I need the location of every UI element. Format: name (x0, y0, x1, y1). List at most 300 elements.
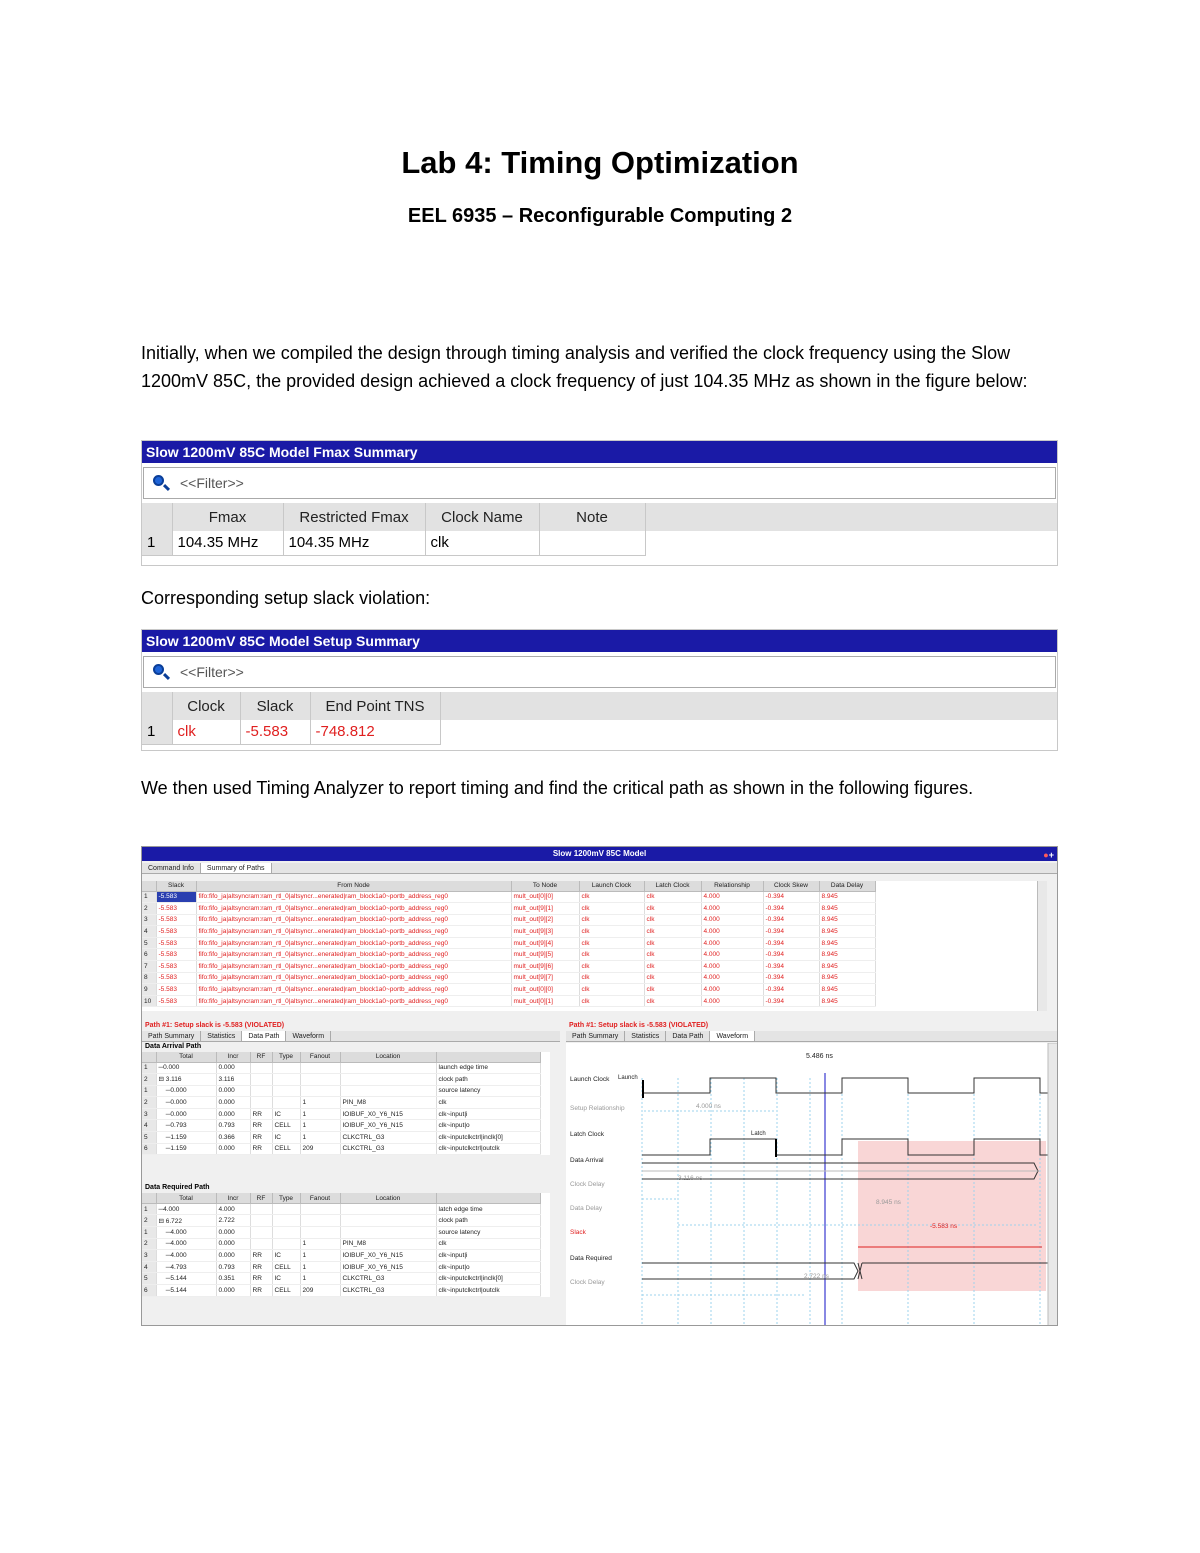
element-cell: clk~input|i (436, 1108, 540, 1120)
data-path-row[interactable] (142, 1215, 540, 1227)
type-cell (272, 1215, 300, 1227)
incr-cell: 0.000 (216, 1226, 250, 1238)
latch-clock-cell: clk (644, 995, 701, 1007)
fanout-cell (300, 1226, 340, 1238)
row-number: 6 (142, 1143, 156, 1155)
table-corner (142, 503, 172, 531)
data-path-row[interactable] (142, 1273, 540, 1285)
to-node-cell: mult_out[0][1] (511, 995, 579, 1007)
setup-caption: Corresponding setup slack violation: (141, 588, 431, 608)
relationship-cell: 4.000 (701, 903, 763, 915)
total-cell: ─0.000 (156, 1085, 216, 1097)
col-header[interactable]: Fmax (172, 503, 283, 531)
relationship-cell: 4.000 (701, 937, 763, 949)
row-number: 7 (142, 961, 156, 973)
clock-skew-cell: -0.394 (763, 961, 819, 973)
slack-cell: -5.583 (156, 995, 196, 1007)
restricted-fmax-cell: 104.35 MHz (283, 531, 425, 555)
table-row[interactable] (142, 531, 1057, 555)
document-subtitle: EEL 6935 – Reconfigurable Computing 2 (407, 205, 793, 227)
incr-cell: 0.793 (216, 1120, 250, 1132)
from-node-cell: fifo:fifo_ja|altsyncram:ram_rtl_0|altsyncr...enerated|ram_block1a0~portb_address_reg0 (196, 914, 511, 926)
fanout-cell: 1 (300, 1132, 340, 1144)
element-cell: clk~input|i (436, 1250, 540, 1262)
col-header[interactable]: Clock Name (425, 503, 539, 531)
launch-clock-cell: clk (579, 984, 644, 996)
incr-cell: 2.722 (216, 1215, 250, 1227)
latch-tag: Latch (751, 1131, 766, 1137)
path-row[interactable] (142, 891, 875, 903)
clock-skew-cell: -0.394 (763, 903, 819, 915)
total-cell: ─4.000 (156, 1203, 216, 1215)
data-path-row[interactable] (142, 1226, 540, 1238)
element-cell: source latency (436, 1085, 540, 1097)
rf-cell: RR (250, 1284, 272, 1296)
tab-data-path[interactable]: Data Path (242, 1031, 286, 1041)
analyzer-title: Slow 1200mV 85C Model (552, 849, 647, 858)
type-cell (272, 1074, 300, 1086)
search-icon (152, 474, 170, 492)
col-header[interactable]: Incr (216, 1052, 250, 1062)
to-node-cell: mult_out[9][6] (511, 961, 579, 973)
launch-tag: Launch (618, 1075, 638, 1081)
row-number: 4 (142, 1261, 156, 1273)
data-path-row[interactable] (142, 1203, 540, 1215)
row-number: 6 (142, 1284, 156, 1296)
clock-delay-label-2: Clock Delay (570, 1279, 605, 1286)
data-path-row[interactable] (142, 1132, 540, 1144)
slack-cell: -5.583 (156, 984, 196, 996)
incr-cell: 0.366 (216, 1132, 250, 1144)
col-header[interactable]: Note (539, 503, 645, 531)
latch-clock-cell: clk (644, 914, 701, 926)
col-header[interactable]: Launch Clock (579, 881, 644, 891)
rf-cell (250, 1215, 272, 1227)
col-header[interactable]: RF (250, 1193, 272, 1203)
tab-statistics[interactable]: Statistics (625, 1031, 666, 1041)
col-header[interactable]: Data Delay (819, 881, 875, 891)
rf-cell (250, 1074, 272, 1086)
type-cell: IC (272, 1273, 300, 1285)
setup-filter-input[interactable] (143, 656, 1056, 688)
col-header[interactable]: Type (272, 1052, 300, 1062)
location-cell: CLKCTRL_G3 (340, 1143, 436, 1155)
clock-delay2-value: 2.722 ns (804, 1273, 829, 1280)
col-header[interactable]: Slack (240, 692, 310, 720)
col-header[interactable]: Type (272, 1193, 300, 1203)
data-delay-cell: 8.945 (819, 891, 875, 903)
incr-cell: 0.000 (216, 1143, 250, 1155)
data-arrival-label: Data Arrival (570, 1157, 604, 1164)
launch-clock-cell: clk (579, 926, 644, 938)
col-header[interactable]: Total (156, 1193, 216, 1203)
path-row[interactable] (142, 995, 875, 1007)
total-cell: ─4.793 (156, 1261, 216, 1273)
total-cell: ─1.159 (156, 1143, 216, 1155)
latch-clock-cell: clk (644, 961, 701, 973)
rf-cell: RR (250, 1143, 272, 1155)
data-path-row[interactable] (142, 1250, 540, 1262)
setup-panel-title: Slow 1200mV 85C Model Setup Summary (142, 630, 1057, 652)
element-cell: clk (436, 1238, 540, 1250)
data-path-row[interactable] (142, 1143, 540, 1155)
clock-delay1-value: 3.116 ns (678, 1175, 703, 1182)
incr-cell: 0.000 (216, 1108, 250, 1120)
tns-cell: -748.812 (310, 720, 440, 744)
type-cell: CELL (272, 1261, 300, 1273)
location-cell: IOIBUF_X0_Y6_N15 (340, 1250, 436, 1262)
table-corner (142, 1193, 156, 1203)
cursor-time: 5.486 ns (806, 1053, 833, 1060)
row-filler (440, 720, 1057, 744)
search-icon (152, 663, 170, 681)
rf-cell (250, 1085, 272, 1097)
required-grid (142, 1193, 541, 1296)
table-row[interactable] (142, 720, 1057, 744)
element-cell: clk~input|o (436, 1261, 540, 1273)
intro-paragraph: Initially, when we compiled the design through timing analysis and verified the clock frequency using the Slow 1200mV 85C, the provided design achieved a clock frequency of just 104.35 MHz as shown in the figure below: (141, 343, 1028, 391)
rf-cell: RR (250, 1273, 272, 1285)
incr-cell: 0.000 (216, 1238, 250, 1250)
element-cell: clk~input|o (436, 1120, 540, 1132)
element-cell: clk (436, 1097, 540, 1109)
col-header[interactable]: Restricted Fmax (283, 503, 425, 531)
to-node-cell: mult_out[9][2] (511, 914, 579, 926)
total-cell: ⊟ 6.722 (156, 1215, 216, 1227)
path-row[interactable] (142, 961, 875, 973)
rf-cell (250, 1226, 272, 1238)
data-delay-cell: 8.945 (819, 903, 875, 915)
table-corner (142, 1052, 156, 1062)
total-cell: ─0.000 (156, 1097, 216, 1109)
waveform-view[interactable] (566, 1043, 1058, 1326)
path-row[interactable] (142, 926, 875, 938)
row-number: 2 (142, 1215, 156, 1227)
paths-scrollbar[interactable] (1037, 881, 1047, 1011)
path-row[interactable] (142, 903, 875, 915)
incr-cell: 4.000 (216, 1203, 250, 1215)
row-number: 1 (142, 720, 172, 744)
setup-relationship-label: Setup Relationship (570, 1105, 625, 1112)
path-row[interactable] (142, 914, 875, 926)
analyzer-title-bar (142, 847, 1057, 861)
data-path-row[interactable] (142, 1074, 540, 1086)
path-row[interactable] (142, 937, 875, 949)
col-header[interactable]: Relationship (701, 881, 763, 891)
required-path-table (142, 1193, 550, 1296)
row-number: 1 (142, 1085, 156, 1097)
col-header[interactable]: Fanout (300, 1193, 340, 1203)
relationship-cell: 4.000 (701, 926, 763, 938)
incr-cell: 0.793 (216, 1261, 250, 1273)
from-node-cell: fifo:fifo_ja|altsyncram:ram_rtl_0|altsyncr...enerated|ram_block1a0~portb_address_reg0 (196, 949, 511, 961)
latch-clock-cell: clk (644, 949, 701, 961)
tab-waveform[interactable]: Waveform (286, 1031, 331, 1041)
latch-clock-cell: clk (644, 937, 701, 949)
type-cell (272, 1062, 300, 1074)
setup-rel-value: 4.000 ns (696, 1103, 721, 1110)
from-node-cell: fifo:fifo_ja|altsyncram:ram_rtl_0|altsyncr...enerated|ram_block1a0~portb_address_reg0 (196, 961, 511, 973)
location-cell (340, 1074, 436, 1086)
tab-path-summary[interactable]: Path Summary (566, 1031, 625, 1041)
type-cell (272, 1203, 300, 1215)
data-path-row[interactable] (142, 1120, 540, 1132)
to-node-cell: mult_out[9][5] (511, 949, 579, 961)
fanout-cell (300, 1074, 340, 1086)
slack-cell: -5.583 (240, 720, 310, 744)
row-number: 1 (142, 891, 156, 903)
to-node-cell: mult_out[0][0] (511, 891, 579, 903)
data-path-row[interactable] (142, 1284, 540, 1296)
data-path-row[interactable] (142, 1261, 540, 1273)
fanout-cell: 1 (300, 1250, 340, 1262)
fmax-filter-placeholder: <<Filter>> (180, 475, 244, 491)
data-path-row[interactable] (142, 1097, 540, 1109)
fmax-summary-panel (141, 440, 1058, 566)
data-delay-cell: 8.945 (819, 972, 875, 984)
data-delay-cell: 8.945 (819, 937, 875, 949)
row-number: 5 (142, 1132, 156, 1144)
to-node-cell: mult_out[9][3] (511, 926, 579, 938)
location-cell: CLKCTRL_G3 (340, 1132, 436, 1144)
element-cell: launch edge time (436, 1062, 540, 1074)
data-delay-cell: 8.945 (819, 995, 875, 1007)
col-header[interactable] (436, 1193, 540, 1203)
element-cell: clk~inputclkctrl|inclk[0] (436, 1273, 540, 1285)
location-cell: IOIBUF_X0_Y6_N15 (340, 1261, 436, 1273)
launch-clock-cell: clk (579, 937, 644, 949)
clock-skew-cell: -0.394 (763, 949, 819, 961)
location-cell (340, 1215, 436, 1227)
waveform-scrollbar[interactable] (1048, 1043, 1058, 1326)
relationship-cell: 4.000 (701, 891, 763, 903)
table-corner (142, 881, 156, 891)
col-header[interactable]: Clock (172, 692, 240, 720)
relationship-cell: 4.000 (701, 914, 763, 926)
rf-cell (250, 1097, 272, 1109)
tab-path-summary[interactable]: Path Summary (142, 1031, 201, 1041)
tab-summary-of-paths[interactable]: Summary of Paths (201, 863, 272, 873)
type-cell: IC (272, 1250, 300, 1262)
fanout-cell: 1 (300, 1238, 340, 1250)
col-header[interactable]: Incr (216, 1193, 250, 1203)
path-row[interactable] (142, 972, 875, 984)
from-node-cell: fifo:fifo_ja|altsyncram:ram_rtl_0|altsyncr...enerated|ram_block1a0~portb_address_reg0 (196, 891, 511, 903)
row-number: 4 (142, 926, 156, 938)
total-cell: ⊟ 3.116 (156, 1074, 216, 1086)
type-cell (272, 1238, 300, 1250)
row-number: 6 (142, 949, 156, 961)
rf-cell (250, 1238, 272, 1250)
row-number: 2 (142, 903, 156, 915)
slack-label: Slack (570, 1229, 586, 1236)
row-number: 2 (142, 1097, 156, 1109)
data-path-row[interactable] (142, 1062, 540, 1074)
clock-skew-cell: -0.394 (763, 937, 819, 949)
rf-cell: RR (250, 1250, 272, 1262)
total-cell: ─1.159 (156, 1132, 216, 1144)
location-cell: CLKCTRL_G3 (340, 1284, 436, 1296)
rf-cell: RR (250, 1261, 272, 1273)
data-delay-cell: 8.945 (819, 914, 875, 926)
location-cell (340, 1203, 436, 1215)
type-cell (272, 1085, 300, 1097)
data-path-row[interactable] (142, 1238, 540, 1250)
col-header[interactable]: From Node (196, 881, 511, 891)
data-delay-cell: 8.945 (819, 984, 875, 996)
total-cell: ─0.793 (156, 1120, 216, 1132)
document-title: Lab 4: Timing Optimization (401, 145, 799, 180)
header-filler (440, 692, 1057, 720)
rf-cell (250, 1062, 272, 1074)
row-number: 3 (142, 1108, 156, 1120)
incr-cell: 0.000 (216, 1250, 250, 1262)
row-filler (645, 531, 1057, 555)
row-number: 1 (142, 1062, 156, 1074)
location-cell: IOIBUF_X0_Y6_N15 (340, 1120, 436, 1132)
location-cell: PIN_M8 (340, 1238, 436, 1250)
from-node-cell: fifo:fifo_ja|altsyncram:ram_rtl_0|altsyncr...enerated|ram_block1a0~portb_address_reg0 (196, 926, 511, 938)
location-cell: IOIBUF_X0_Y6_N15 (340, 1108, 436, 1120)
incr-cell: 0.000 (216, 1062, 250, 1074)
slack-cell: -5.583 (156, 926, 196, 938)
element-cell: clock path (436, 1074, 540, 1086)
col-header[interactable]: To Node (511, 881, 579, 891)
total-cell: ─5.144 (156, 1284, 216, 1296)
element-cell: clk~inputclkctrl|outclk (436, 1143, 540, 1155)
clock-skew-cell: -0.394 (763, 891, 819, 903)
col-header[interactable]: Fanout (300, 1052, 340, 1062)
clock-skew-cell: -0.394 (763, 995, 819, 1007)
relationship-cell: 4.000 (701, 984, 763, 996)
setup-summary-panel (141, 629, 1058, 751)
header-filler (645, 503, 1057, 531)
slack-cell: -5.583 (156, 972, 196, 984)
data-delay-label: Data Delay (570, 1205, 603, 1212)
launch-clock-cell: clk (579, 914, 644, 926)
total-cell: ─0.000 (156, 1108, 216, 1120)
summary-of-paths-table (142, 881, 1047, 1011)
col-header[interactable]: RF (250, 1052, 272, 1062)
latch-clock-cell: clk (644, 984, 701, 996)
path-row[interactable] (142, 984, 875, 996)
tab-waveform[interactable]: Waveform (710, 1031, 755, 1041)
rf-cell: RR (250, 1132, 272, 1144)
path-row[interactable] (142, 949, 875, 961)
window-buttons[interactable] (1043, 848, 1054, 862)
clock-skew-cell: -0.394 (763, 926, 819, 938)
arrival-path-table (142, 1052, 550, 1155)
to-node-cell: mult_out[0][0] (511, 984, 579, 996)
type-cell (272, 1226, 300, 1238)
launch-clock-wave (642, 1078, 1050, 1093)
type-cell: CELL (272, 1143, 300, 1155)
analyzer-paragraph: We then used Timing Analyzer to report timing and find the critical path as shown in the following figures. (141, 778, 974, 798)
incr-cell: 3.116 (216, 1074, 250, 1086)
col-header[interactable] (436, 1052, 540, 1062)
incr-cell: 0.000 (216, 1284, 250, 1296)
from-node-cell: fifo:fifo_ja|altsyncram:ram_rtl_0|altsyncr...enerated|ram_block1a0~portb_address_reg0 (196, 903, 511, 915)
right-sub-tabs (566, 1031, 1058, 1042)
col-header[interactable]: End Point TNS (310, 692, 440, 720)
row-number: 3 (142, 1250, 156, 1262)
from-node-cell: fifo:fifo_ja|altsyncram:ram_rtl_0|altsyncr...enerated|ram_block1a0~portb_address_reg0 (196, 972, 511, 984)
latch-clock-cell: clk (644, 903, 701, 915)
row-number: 1 (142, 1226, 156, 1238)
launch-clock-cell: clk (579, 949, 644, 961)
type-cell: CELL (272, 1120, 300, 1132)
slack-cell: -5.583 (156, 903, 196, 915)
location-cell (340, 1226, 436, 1238)
launch-clock-cell: clk (579, 995, 644, 1007)
to-node-cell: mult_out[9][1] (511, 903, 579, 915)
clock-name-cell: clk (425, 531, 539, 555)
slack-cell: -5.583 (156, 949, 196, 961)
latch-clock-cell: clk (644, 891, 701, 903)
add-icon[interactable]: + (1048, 850, 1054, 860)
launch-clock-label: Launch Clock (570, 1076, 610, 1083)
col-header[interactable]: Location (340, 1052, 436, 1062)
data-delay-cell: 8.945 (819, 926, 875, 938)
fanout-cell (300, 1062, 340, 1074)
relationship-cell: 4.000 (701, 972, 763, 984)
latch-clock-label: Latch Clock (570, 1131, 604, 1138)
data-path-row[interactable] (142, 1108, 540, 1120)
to-node-cell: mult_out[9][4] (511, 937, 579, 949)
element-cell: source latency (436, 1226, 540, 1238)
clock-delay-label: Clock Delay (570, 1181, 605, 1188)
data-path-row[interactable] (142, 1085, 540, 1097)
fanout-cell (300, 1203, 340, 1215)
slack-cell: -5.583 (156, 961, 196, 973)
col-header[interactable]: Slack (156, 881, 196, 891)
timing-analyzer-window (141, 846, 1058, 1326)
total-cell: ─4.000 (156, 1226, 216, 1238)
slack-value: -5.583 ns (930, 1223, 958, 1230)
type-cell: IC (272, 1108, 300, 1120)
fanout-cell: 1 (300, 1120, 340, 1132)
relationship-cell: 4.000 (701, 995, 763, 1007)
total-cell: ─4.000 (156, 1250, 216, 1262)
tab-command-info[interactable]: Command Info (142, 863, 201, 873)
rf-cell (250, 1203, 272, 1215)
waveform-svg (566, 1043, 1058, 1326)
tab-statistics[interactable]: Statistics (201, 1031, 242, 1041)
fmax-filter-input[interactable] (143, 467, 1056, 499)
right-path-header: Path #1: Setup slack is -5.583 (VIOLATED) (569, 1022, 709, 1029)
data-required-label: Data Required (570, 1255, 612, 1262)
fmax-table (142, 503, 1057, 556)
from-node-cell: fifo:fifo_ja|altsyncram:ram_rtl_0|altsyncr...enerated|ram_block1a0~portb_address_reg0 (196, 995, 511, 1007)
from-node-cell: fifo:fifo_ja|altsyncram:ram_rtl_0|altsyncr...enerated|ram_block1a0~portb_address_reg0 (196, 937, 511, 949)
fanout-cell: 209 (300, 1143, 340, 1155)
clock-skew-cell: -0.394 (763, 914, 819, 926)
col-header[interactable]: Clock Skew (763, 881, 819, 891)
row-number: 3 (142, 914, 156, 926)
tab-data-path[interactable]: Data Path (666, 1031, 710, 1041)
col-header[interactable]: Latch Clock (644, 881, 701, 891)
slack-cell: -5.583 (156, 914, 196, 926)
row-number: 4 (142, 1120, 156, 1132)
waveform-pane (566, 1021, 1058, 1326)
close-icon[interactable]: ● (1043, 850, 1049, 860)
left-path-header: Path #1: Setup slack is -5.583 (VIOLATED) (145, 1022, 285, 1029)
col-header[interactable]: Location (340, 1193, 436, 1203)
total-cell: ─5.144 (156, 1273, 216, 1285)
col-header[interactable]: Total (156, 1052, 216, 1062)
data-delay-cell: 8.945 (819, 949, 875, 961)
setup-table (142, 692, 1057, 745)
